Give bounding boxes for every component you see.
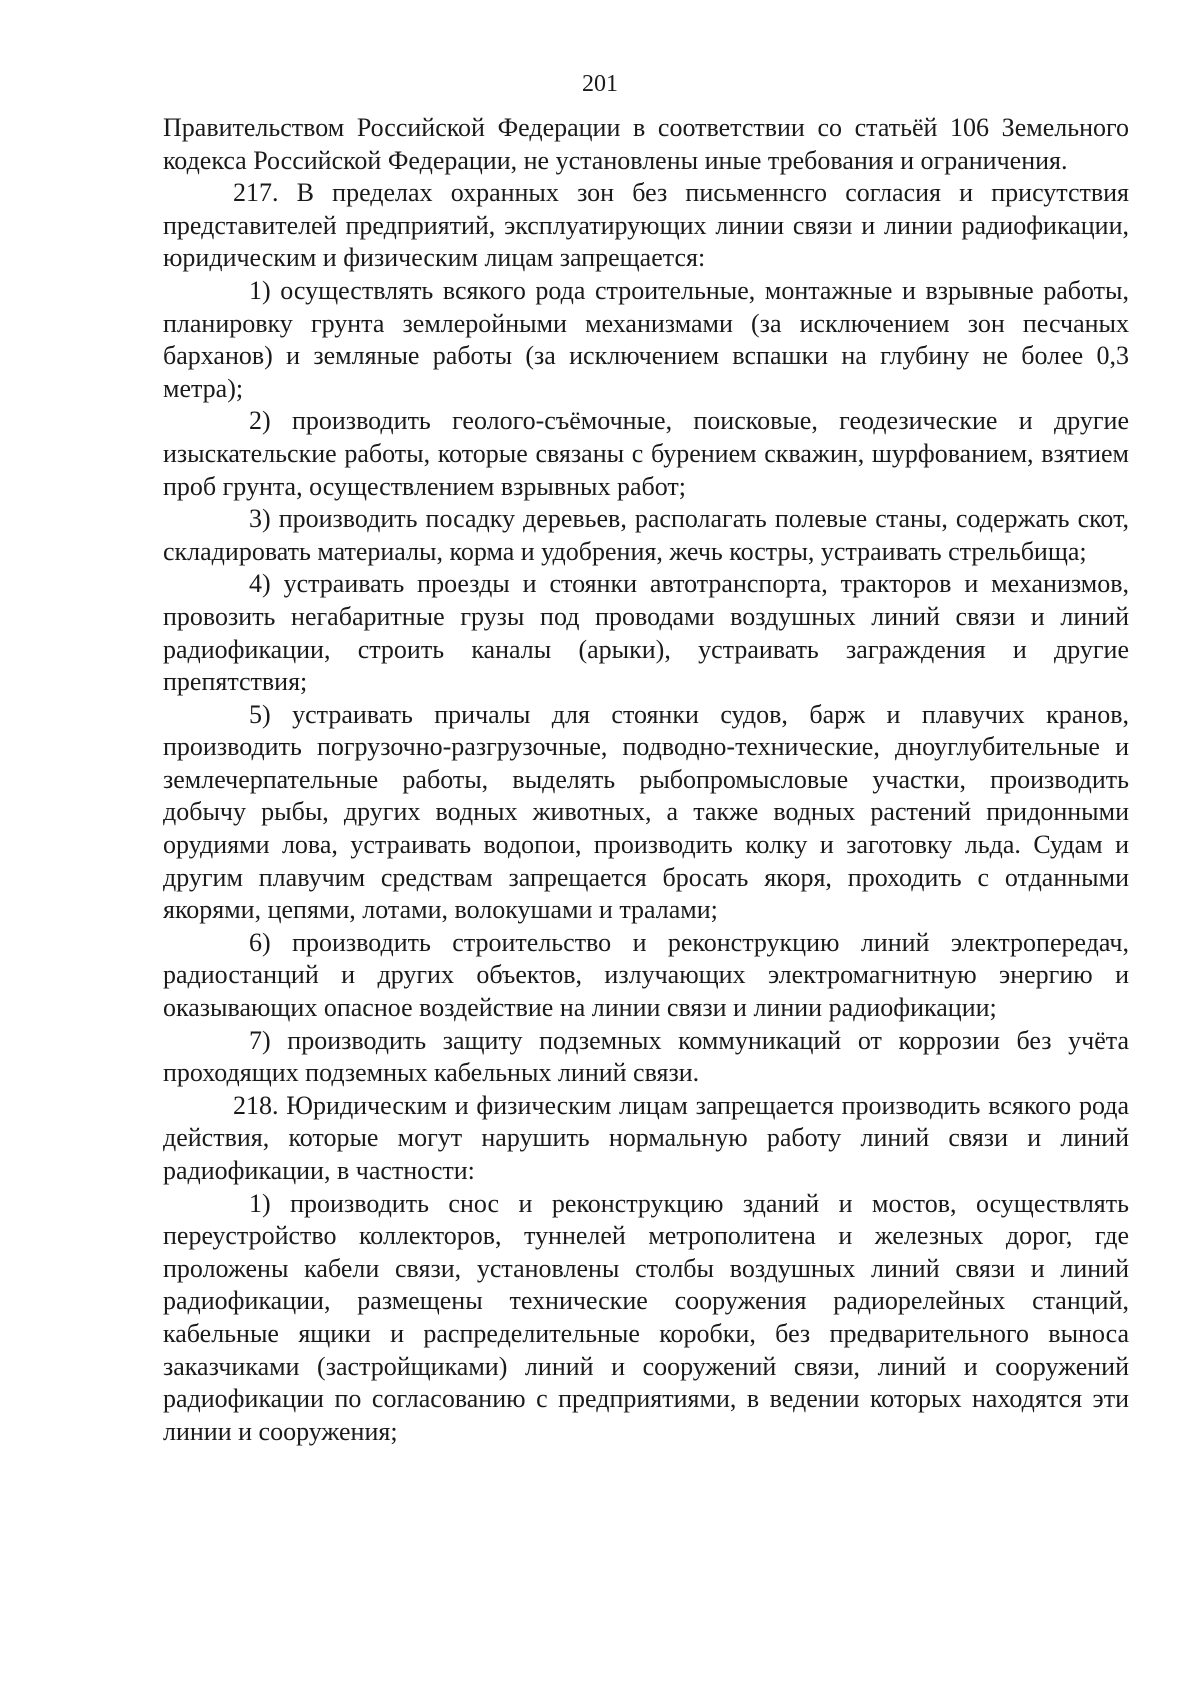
list-item-217-5: 5) устраивать причалы для стоянки судов, барж и плавучих кранов, производить погрузочно-разгрузочные, подводно-технические, дноуглубительные и землечерпательные работы, выделять рыбопромысловые участки, производить добычу рыбы, других водных животных, а также водных растений придонными орудиями лова, устраивать водопои, производить колку и заготовку льда. Судам и другим плавучим средствам запрещается бросать якоря, проходить с отданными якорями, цепями, лотами, волокушами и тралами; (163, 699, 1129, 925)
page-number: 201 (582, 71, 618, 97)
list-item-217-2: 2) производить геолого-съёмочные, поисковые, геодезические и другие изыскательские работы, которые связаны с бурением скважин, шурфованием, взятием проб грунта, осуществлением взрывных работ; (163, 406, 1129, 501)
paragraph-continuation: Правительством Российской Федерации в соответствии со статьёй 106 Земельного кодекса Российской Федерации, не установлены иные требования и ограничения. (163, 113, 1129, 175)
paragraph-217: 217. В пределах охранных зон без письменнсго согласия и присутствия представителей предприятий, эксплуатирующих линии связи и линии радиофикации, юридическим и физическим лицам запрещается: (163, 178, 1129, 273)
paragraph-218: 218. Юридическим и физическим лицам запрещается производить всякого рода действия, которые могут нарушить нормальную работу линий связи и линий радиофикации, в частности: (163, 1090, 1129, 1185)
list-item-217-1: 1) осуществлять всякого рода строительные, монтажные и взрывные работы, планировку грунта землеройными механизмами (за исключением зон песчаных барханов) и земляные работы (за исключением вспашки на глубину не более 0,3 метра); (163, 275, 1129, 403)
list-item-217-4: 4) устраивать проезды и стоянки автотранспорта, тракторов и механизмов, провозить негабаритные грузы под проводами воздушных линий связи и линий радиофикации, строить каналы (арыки), устраивать заграждения и другие препятствия; (163, 569, 1129, 697)
list-item-218-1: 1) производить снос и реконструкцию зданий и мостов, осуществлять переустройство коллекторов, туннелей метрополитена и железных дорог, где проложены кабели связи, установлены столбы воздушных линий связи и линий радиофикации, размещены технические сооружения радиорелейных станций, кабельные ящики и распределительные коробки, без предварительного выноса заказчиками (застройщиками) линий и сооружений связи, линий и сооружений радиофикации по согласованию с предприятиями, в ведении которых находятся эти линии и сооружения; (163, 1188, 1129, 1446)
list-item-217-6: 6) производить строительство и реконструкцию линий электропередач, радиостанций и других объектов, излучающих электромагнитную энергию и оказывающих опасное воздействие на линии связи и линии радиофикации; (163, 927, 1129, 1023)
list-item-217-7: 7) производить защиту подземных коммуникаций от коррозии без учёта проходящих подземных кабельных линий связи. (163, 1025, 1129, 1088)
document-body (163, 112, 1129, 1448)
list-item-217-3: 3) производить посадку деревьев, располагать полевые станы, содержать скот, складировать материалы, корма и удобрения, жечь костры, устраивать стрельбища; (163, 504, 1129, 566)
